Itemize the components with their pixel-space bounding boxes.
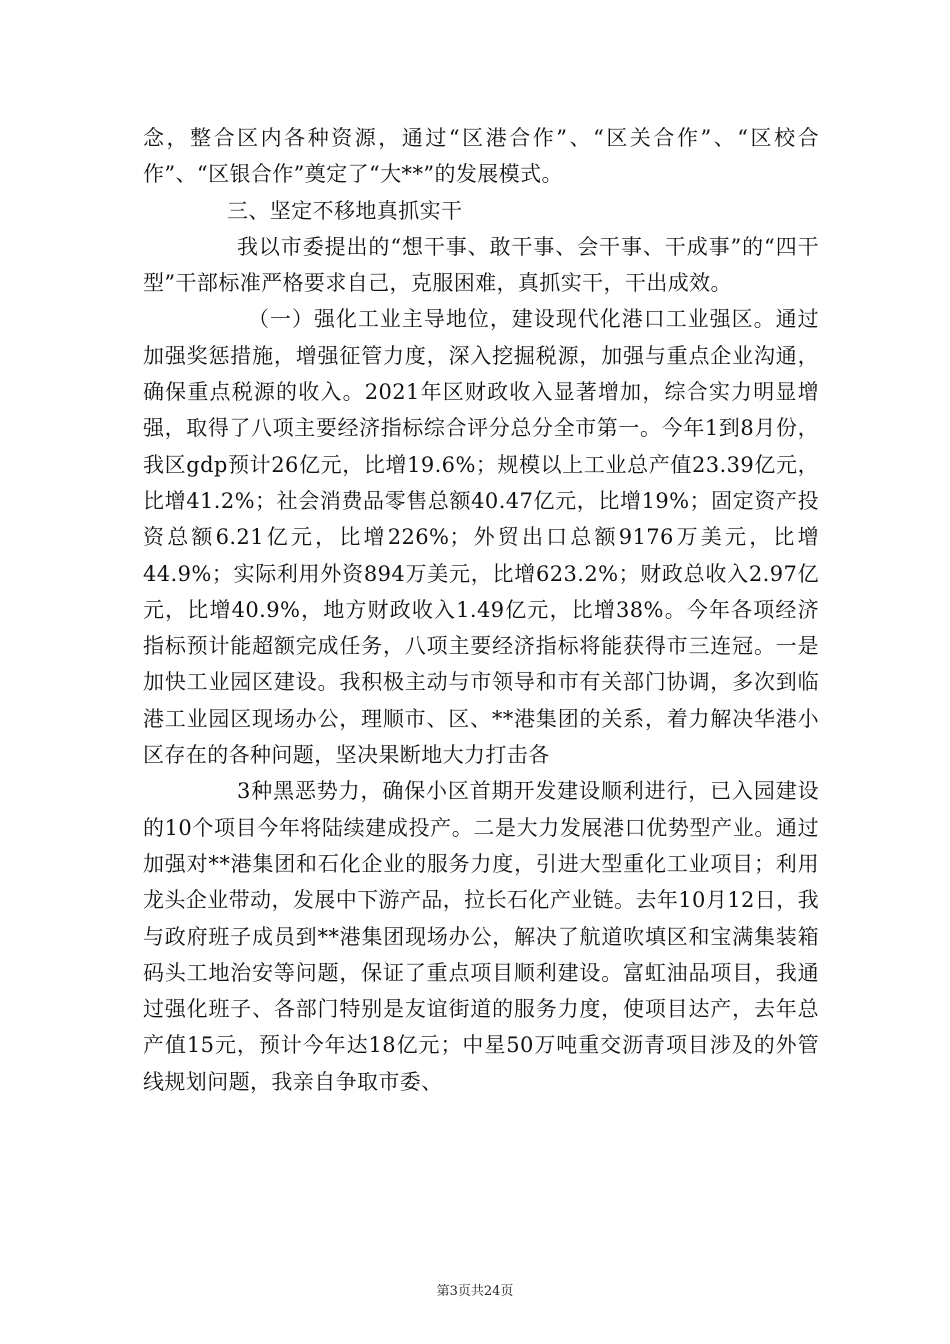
paragraph-continuation: 念，整合区内各种资源，通过“区港合作”、“区关合作”、“区校合作”、“区银合作”奠定了“大**”的发展模式。 <box>143 126 819 187</box>
section-heading: 三、坚定不移地真抓实干 <box>227 198 463 223</box>
document-body <box>143 120 819 1100</box>
paragraph-industry: （一）强化工业主导地位，建设现代化港口工业强区。通过加强奖惩措施，增强征管力度，深入挖掘税源，加强与重点企业沟通，确保重点税源的收入。2021年区财政收入显著增加，综合实力明显增强，取得了八项主要经济指标综合评分总分全市第一。今年1到8月份，我区gdp预计26亿元，比增19.6%；规模以上工业总产值23.39亿元，比增41.2%；社会消费品零售总额40.47亿元，比增19%；固定资产投资总额6.21亿元，比增226%；外贸出口总额9176万美元，比增44.9%；实际利用外资894万美元，比增623.2%；财政总收入2.97亿元，比增40.9%，地方财政收入1.49亿元，比增38%。今年各项经济指标预计能超额完成任务，八项主要经济指标将能获得市三连冠。一是加快工业园区建设。我积极主动与市领导和市有关部门协调，多次到临港工业园区现场办公，理顺市、区、**港集团的关系，着力解决华港小区存在的各种问题，坚决果断地大力打击各 <box>143 307 819 768</box>
page-number-footer: 第3页共24页 <box>436 1284 514 1299</box>
paragraph-intro: 我以市委提出的“想干事、敢干事、会干事、干成事”的“四干型”干部标准严格要求自己，克服困难，真抓实干，干出成效。 <box>143 234 819 296</box>
paragraph-port-industry: 3种黑恶势力，确保小区首期开发建设顺利进行，已入园建设的10个项目今年将陆续建成投产。二是大力发展港口优势型产业。通过加强对**港集团和石化企业的服务力度，引进大型重化工业项目；利用龙头企业带动，发展中下游产品，拉长石化产业链。去年10月12日，我与政府班子成员到**港集团现场办公，解决了航道吹填区和宝满集装箱码头工地治安等问题，保证了重点项目顺利建设。富虹油品项目，我通过强化班子、各部门特别是友谊街道的服务力度，使项目达产，去年总产值15元，预计今年达18亿元；中星50万吨重交沥青项目涉及的外管线规划问题，我亲自争取市委、 <box>143 779 819 1094</box>
